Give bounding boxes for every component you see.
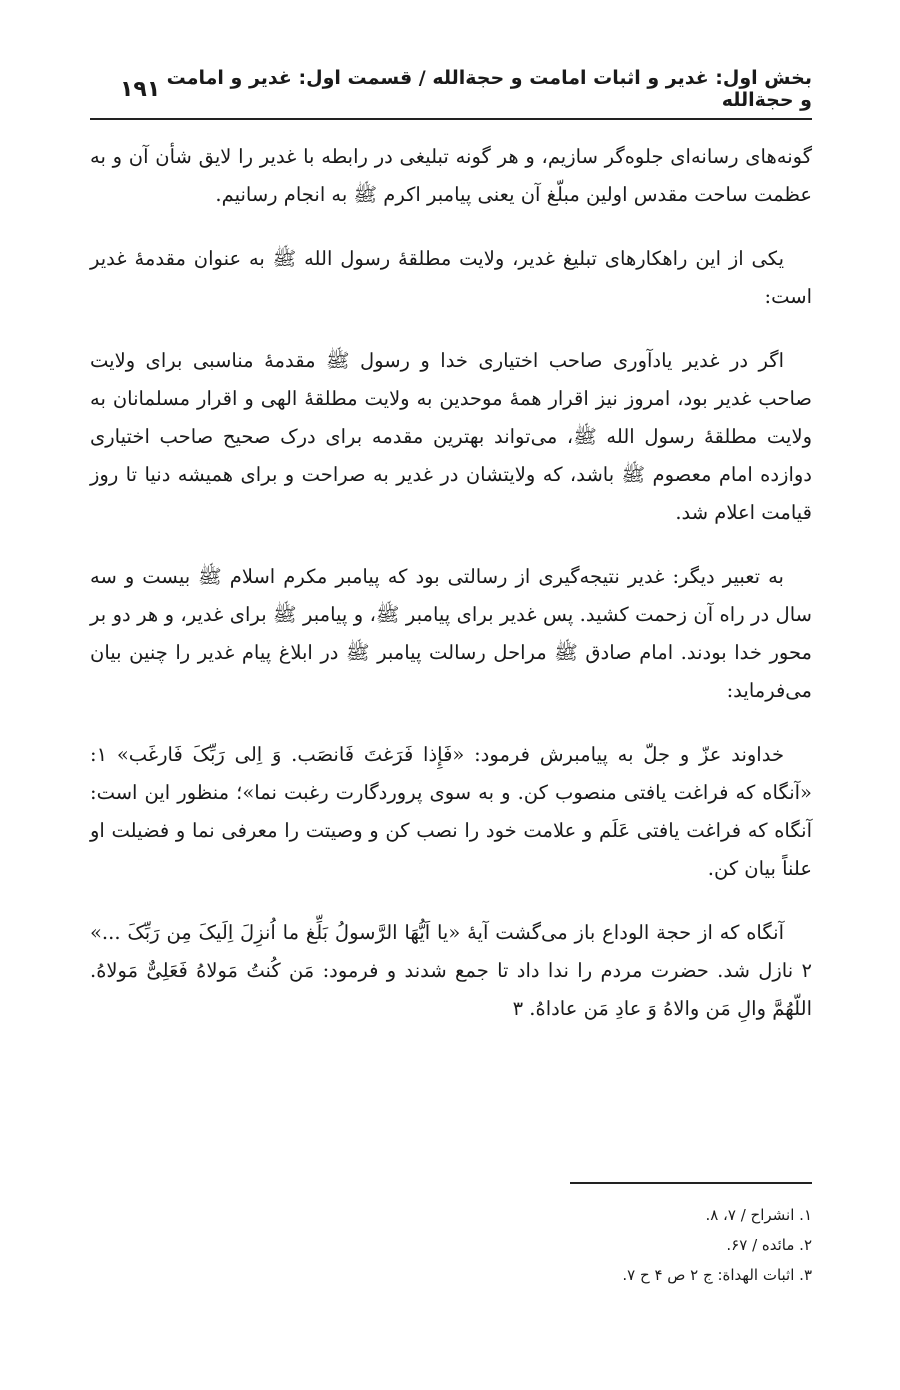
book-page <box>90 0 812 1390</box>
page-number: ۱۹۱ <box>120 76 161 102</box>
paragraph: یکی از این راهکارهای تبلیغ غدیر، ولایت مطلقهٔ رسول الله ﷺ به عنوان مقدمهٔ غدیر است: <box>90 247 812 308</box>
footnote-divider <box>570 1182 812 1184</box>
footnote: ۳. اثبات الهداة: ج ۲ ص ۴ ح ۷. <box>622 1266 812 1284</box>
paragraph: گونه‌های رسانه‌ای جلوه‌گر سازیم، و هر گونه تبلیغی در رابطه با غدیر را لایق شأن آن و به عظمت ساحت مقدس اولین مبلّغ آن یعنی پیامبر اکرم ﷺ به انجام رسانیم. <box>90 145 812 206</box>
running-header <box>90 67 812 111</box>
main-text <box>90 138 812 1054</box>
running-title: بخش اول: غدیر و اثبات امامت و حجةالله / قسمت اول: غدیر و امامت و حجةالله <box>166 67 812 111</box>
footnote: ۱. انشراح / ۷، ۸. <box>705 1206 812 1224</box>
header-divider <box>90 118 812 120</box>
paragraph: خداوند عزّ و جلّ به پیامبرش فرمود: «فَإِذا فَرَغتَ فَانصَب. وَ اِلی رَبِّکَ فَارغَب» ۱: «آنگاه که فراغت یافتی منصوب کن. و به سوی پروردگارت رغبت نما»؛ منظور این است: آنگاه که فراغت یافتی عَلَم و علامت خود را نصب کن و وصیتت را معرفی نما و فضیلت او علناً بیان کن. <box>90 743 812 880</box>
paragraph: به تعبیر دیگر: غدیر نتیجه‌گیری از رسالتی بود که پیامبر مکرم اسلام ﷺ بیست و سه سال در راه آن زحمت کشید. پس غدیر برای پیامبر ﷺ، و پیامبر ﷺ برای غدیر، و هر دو بر محور خدا بودند. امام صادق ﷺ مراحل رسالت پیامبر ﷺ در ابلاغ پیام غدیر را چنین بیان می‌فرماید: <box>90 565 812 702</box>
paragraph: اگر در غدیر یادآوری صاحب اختیاری خدا و رسول ﷺ مقدمهٔ مناسبی برای ولایت صاحب غدیر بود، امروز نیز اقرار همهٔ موحدین به ولایت مطلقهٔ الهی و اقرار مسلمانان به ولایت مطلقهٔ رسول الله ﷺ، می‌تواند بهترین مقدمه برای درک صحیح صاحب اختیاری دوازده امام معصوم ﷺ باشد، که ولایتشان در غدیر به صراحت و برای همیشه دنیا تا روز قیامت اعلام شد. <box>90 349 812 524</box>
footnotes <box>90 1200 812 1290</box>
footnote: ۲. مائده / ۶۷. <box>726 1236 812 1254</box>
paragraph: آنگاه که از حجة الوداع باز می‌گشت آیهٔ «یا اَیُّهَا الرَّسولُ بَلِّغ ما اُنزِلَ اِلَیکَ مِن رَبِّکَ ...» ۲ نازل شد. حضرت مردم را ندا داد تا جمع شدند و فرمود: مَن کُنتُ مَولاهُ فَعَلِیٌّ مَولاهُ. اللّهُمَّ والِ مَن والاهُ وَ عادِ مَن عاداهُ. ۳ <box>90 921 812 1020</box>
